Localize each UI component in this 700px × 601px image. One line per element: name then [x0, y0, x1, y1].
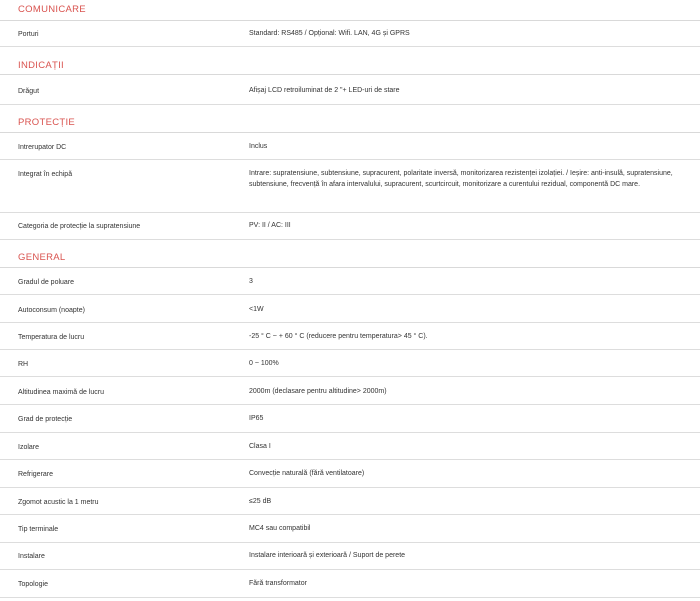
spec-value: PV: II / AC: III — [249, 222, 291, 229]
spec-value: 0 ~ 100% — [249, 360, 279, 367]
spec-value: Fără transformator — [249, 580, 307, 587]
spec-value: Clasa I — [249, 443, 271, 450]
spec-label: Autoconsum (noapte) — [18, 307, 85, 314]
spec-value: MC4 sau compatibil — [249, 525, 311, 532]
spec-value: -25 ° C ~ + 60 ° C (reducere pentru temperatura> 45 ° C). — [249, 333, 428, 340]
spec-label: Porturi — [18, 31, 39, 38]
section-header-indicatii — [0, 47, 700, 75]
spec-value: 3 — [249, 278, 253, 285]
section-title: GENERAL — [18, 252, 66, 263]
spec-label: Gradul de poluare — [18, 279, 75, 286]
spec-value: <1W — [249, 306, 264, 313]
spec-label: Grad de protecție — [18, 416, 73, 423]
spec-label: Zgomot acustic la 1 metru — [18, 499, 99, 506]
spec-label: Categoria de protecție la supratensiune — [18, 223, 141, 230]
section-header-protectie — [0, 105, 700, 133]
spec-value: Convecție naturală (fără ventilatoare) — [249, 470, 365, 477]
spec-label: Altitudinea maximă de lucru — [18, 389, 104, 396]
section-header-general — [0, 240, 700, 268]
section-title: COMUNICARE — [18, 4, 86, 15]
spec-value: 2000m (declasare pentru altitudine> 2000m) — [249, 388, 387, 395]
section-title: PROTECȚIE — [18, 117, 76, 128]
spec-label: RH — [18, 361, 29, 368]
spec-label: Refrigerare — [18, 471, 54, 478]
spec-label: Temperatura de lucru — [18, 334, 85, 341]
spec-label: Topologie — [18, 581, 48, 588]
spec-value: Instalare interioară și exterioară / Suport de perete — [249, 552, 406, 559]
spec-label: Drăgut — [18, 88, 40, 95]
spec-value: Inclus — [249, 143, 268, 150]
spec-value: ≤25 dB — [249, 498, 272, 505]
spec-value: Afișaj LCD retroiluminat de 2 "+ LED-uri de stare — [249, 87, 400, 94]
spec-label: Izolare — [18, 444, 40, 451]
spec-value: Intrare: supratensiune, subtensiune, supracurent, polaritate inversă, monitorizarea rezistenței izolației. / Ieșire: anti-insulă, supratensiune, subtensiune, frecvență în afara intervalului, supracurent, scurtcircuit, monitorizare a curentului rezidual, componentă DC mare. — [249, 170, 673, 188]
spec-value: Standard: RS485 / Opțional: Wifi. LAN, 4G și GPRS — [249, 30, 410, 37]
spec-label: Instalare — [18, 553, 45, 560]
section-title: INDICAȚII — [18, 60, 64, 71]
spec-label: Integrat în echipă — [18, 171, 73, 178]
spec-label: Intrerupator DC — [18, 144, 67, 151]
spec-value: IP65 — [249, 415, 264, 422]
section-header-comunicare — [0, 0, 700, 21]
spec-label: Tip terminale — [18, 526, 59, 533]
